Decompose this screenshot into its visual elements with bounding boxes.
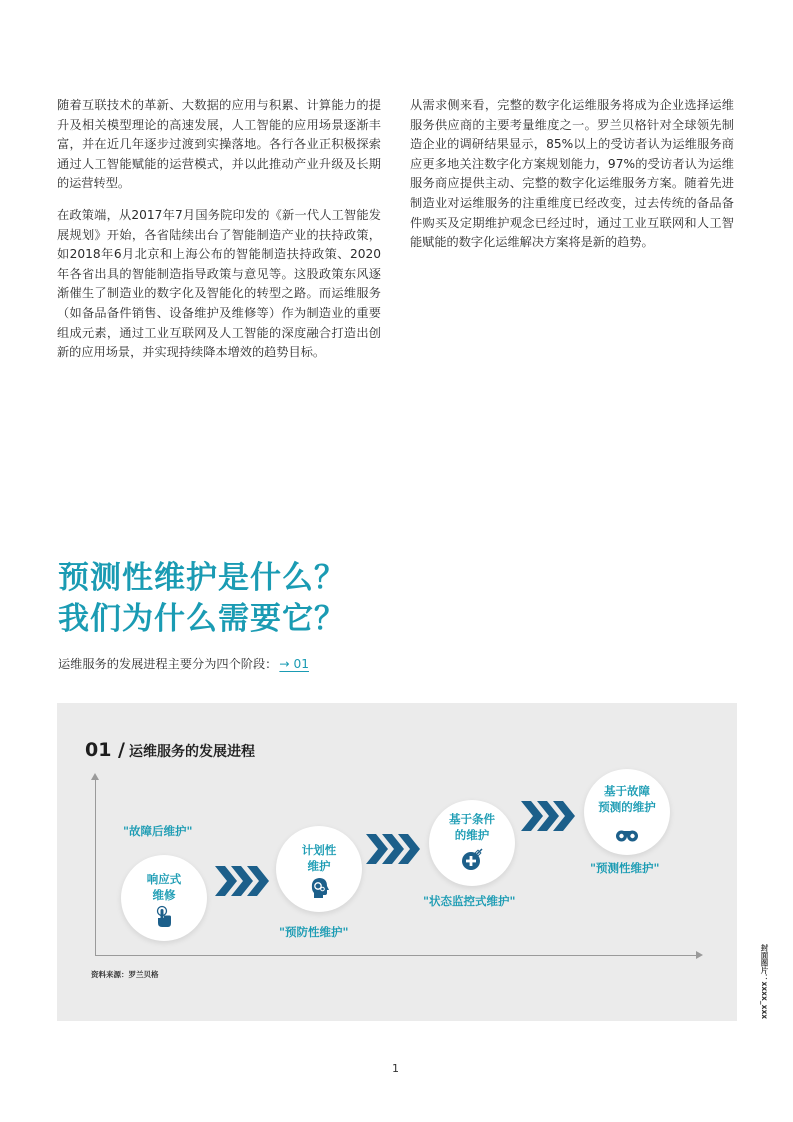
figure-title-text: 运维服务的发展进程 xyxy=(129,744,255,760)
right-column xyxy=(410,96,734,265)
figure-number: 01 / xyxy=(85,739,125,761)
y-axis xyxy=(95,778,96,956)
photo-credit: 封面图片：xxxx_xxx xyxy=(760,944,769,1020)
figure-source: 资料来源：罗兰贝格 xyxy=(91,970,159,979)
section-heading xyxy=(58,558,346,640)
stage-3-label: 基于条件 的维护 xyxy=(449,812,495,842)
progress-chevrons xyxy=(521,801,577,831)
figure-panel xyxy=(57,703,737,1021)
x-axis-arrow xyxy=(696,951,703,959)
paragraph: 随着互联技术的革新、大数据的应用与积累、计算能力的提升及相关模型理论的高速发展，人工智能的应用场景逐渐丰富，并在近几年逐步过渡到实操落地。各行各业正积极探索通过人工智能赋能的运营模式，并以此推动产业升级及长期的运营转型。 xyxy=(57,98,381,191)
stage-4-label: 基于故障 预测的维护 xyxy=(598,784,656,814)
left-column xyxy=(57,96,381,375)
paragraph: 在政策端，从2017年7月国务院印发的《新一代人工智能发展规划》开始，各省陆续出台了智能制造产业的扶持政策，如2018年6月北京和上海公布的智能制造扶持政策、2020年各省出具的智能制造指导政策与意见等。这股政策东风逐渐催生了制造业的数字化及智能化的转型之路。而运维服务（如备品备件销售、设备维护及维修等）作为制造业的重要组成元素，通过工业互联网及人工智能的深度融合打造出创新的应用场景，并实现持续降本增效的趋势目标。 xyxy=(57,207,381,360)
y-axis-arrow xyxy=(91,773,99,780)
medical-kit-icon xyxy=(460,848,484,872)
progress-chevrons xyxy=(366,834,422,864)
stage-1-circle xyxy=(121,855,207,941)
binoculars-icon xyxy=(615,821,639,845)
stage-3-circle xyxy=(429,800,515,886)
hand-pointer-icon xyxy=(152,905,176,929)
page-number: 1 xyxy=(392,1062,399,1075)
stage-2-label: 计划性 维护 xyxy=(301,843,337,873)
progress-chevrons xyxy=(215,866,271,896)
stage-1-label: 响应式 维修 xyxy=(146,872,182,902)
stage-2-caption: "预防性维护" xyxy=(279,925,349,939)
x-axis xyxy=(95,955,698,956)
paragraph: 从需求侧来看，完整的数字化运维服务将成为企业选择运维服务供应商的主要考量维度之一。罗兰贝格针对全球领先制造企业的调研结果显示，85%以上的受访者认为运维服务商应更多地关注数字化方案规划能力，97%的受访者认为运维服务商应提供主动、完整的数字化运维服务方案。随着先进制造业对运维服务的注重维度已经改变，过去传统的备品备件购买及定期维护观念已经过时，通过工业互联网和人工智能赋能的数字化运维解决方案将是新的趋势。 xyxy=(410,98,734,250)
intro-label: 运维服务的发展进程主要分为四个阶段： xyxy=(58,657,278,671)
head-gears-icon xyxy=(307,875,331,899)
heading-line-1: 预测性维护是什么？ xyxy=(58,560,346,596)
stage-2-circle xyxy=(276,826,362,912)
stage-3-caption: "状态监控式维护" xyxy=(423,894,516,908)
stage-4-caption: "预测性维护" xyxy=(590,861,660,875)
intro-text xyxy=(58,655,309,672)
stage-4-circle xyxy=(584,769,670,855)
stage-1-caption: "故障后维护" xyxy=(123,824,193,838)
heading-line-2: 我们为什么需要它？ xyxy=(58,601,346,637)
figure-title xyxy=(85,739,255,761)
figure-reference-link[interactable]: → 01 xyxy=(279,657,309,671)
